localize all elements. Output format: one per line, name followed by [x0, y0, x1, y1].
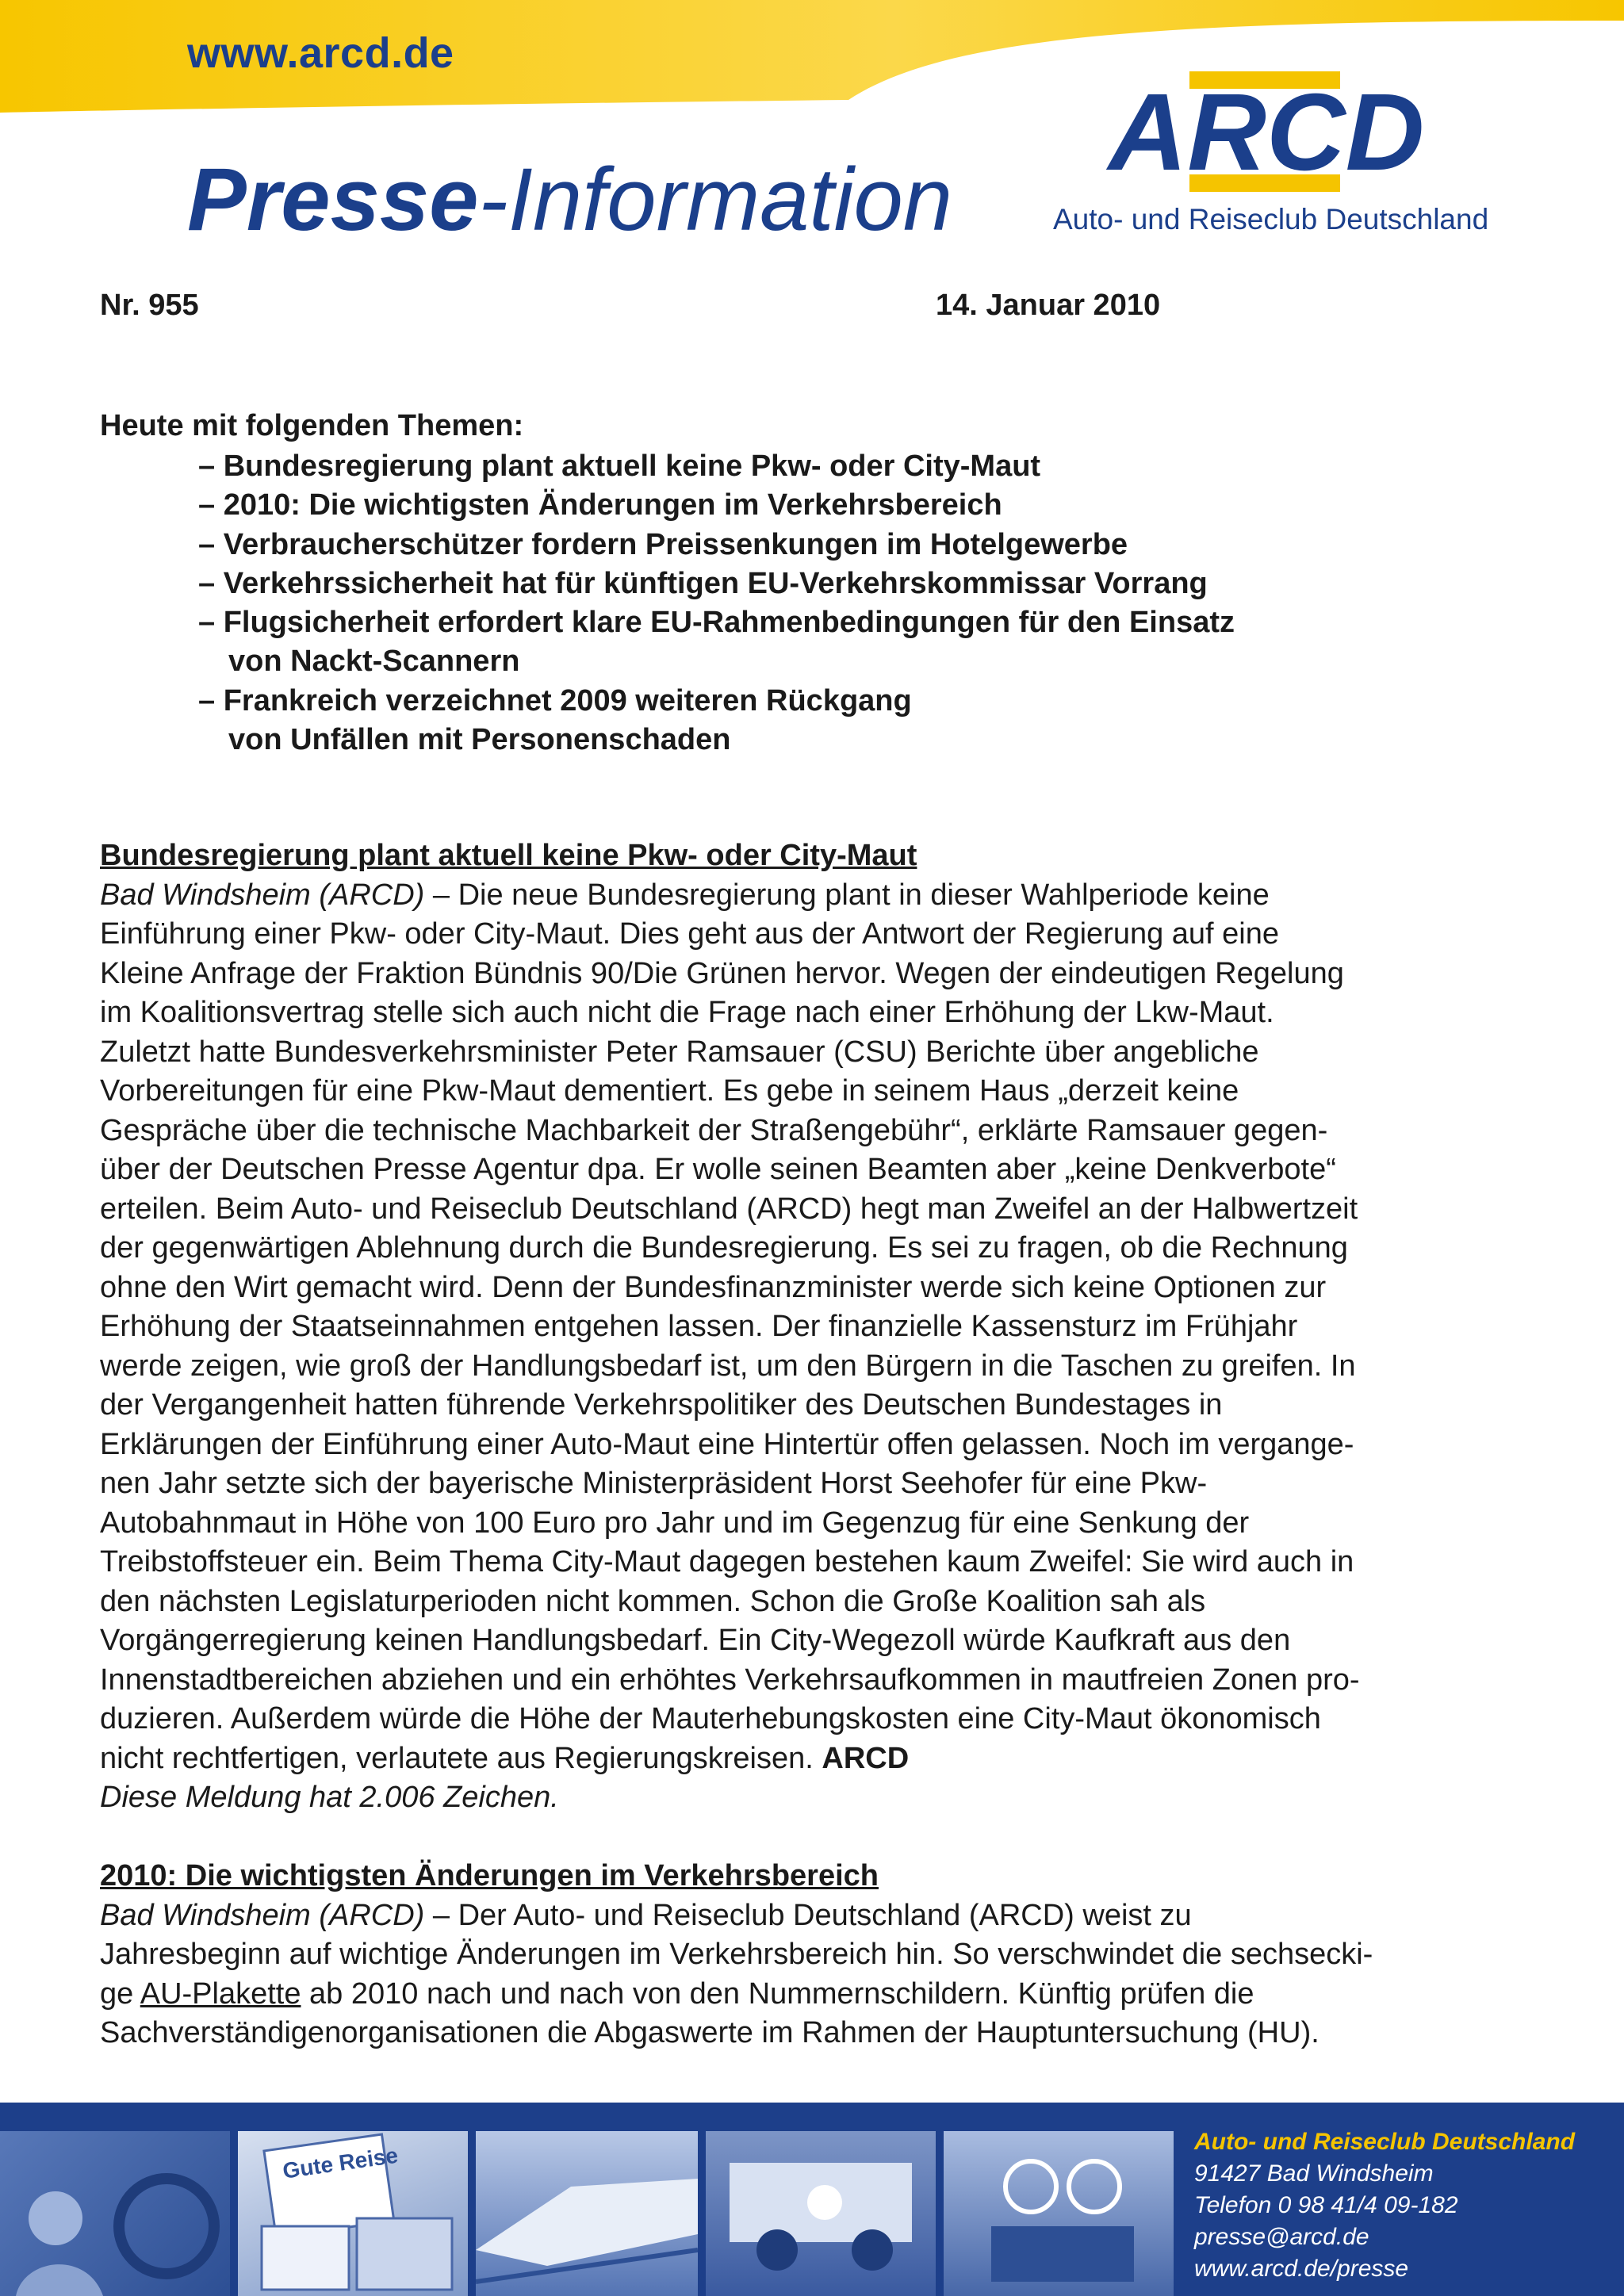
theme-item-continuation: von Unfällen mit Personenschaden [228, 723, 731, 757]
article2-line: Jahresbeginn auf wichtige Änderungen im Verkehrsbereich hin. So verschwindet die sechsecki- [100, 1938, 1373, 1971]
magazine-title: Gute Reise [281, 2142, 400, 2183]
photo-ambulance [706, 2131, 936, 2296]
logo-text: ARCD [1108, 71, 1425, 193]
article1-line: Zuletzt hatte Bundesverkehrsminister Peter Ramsauer (CSU) Berichte über angebliche [100, 1035, 1259, 1069]
article2-first-line [100, 1896, 1527, 1936]
article2-line3-post: ab 2010 nach und nach von den Nummernschildern. Künftig prüfen die [301, 1976, 1254, 2011]
article1-line: Kleine Anfrage der Fraktion Bündnis 90/Die Grünen hervor. Wegen der eindeutigen Regelung [100, 956, 1344, 990]
article1-line: im Koalitionsvertrag stelle sich auch nicht die Frage nach einer Erhöhung der Lkw-Maut. [100, 996, 1274, 1029]
article1-first-line-text: – Die neue Bundesregierung plant in dieser Wahlperiode keine [424, 878, 1270, 912]
logo-subtitle: Auto- und Reiseclub Deutschland [1053, 203, 1489, 235]
theme-item: – Verbraucherschützer fordern Preissenkungen im Hotelgewerbe [198, 527, 1128, 561]
article1-line: Vorbereitungen für eine Pkw-Maut dementiert. Es gebe in seinem Haus „derzeit keine [100, 1074, 1239, 1108]
photo-driver [0, 2131, 230, 2296]
footer-email[interactable]: presse@arcd.de [1194, 2224, 1369, 2250]
release-number: Nr. 955 [100, 289, 199, 322]
article1-heading: Bundesregierung plant aktuell keine Pkw- oder City-Maut [100, 839, 917, 872]
article2-line: Sachverständigenorganisationen die Abgaswerte im Rahmen der Hauptuntersuchung (HU). [100, 2016, 1320, 2049]
photo-bike-rack [944, 2131, 1174, 2296]
article1-line: erteilen. Beim Auto- und Reiseclub Deutschland (ARCD) hegt man Zweifel an der Halbwertzeit [100, 1192, 1358, 1226]
theme-item: – Flugsicherheit erfordert klare EU-Rahmenbedingungen für den Einsatz [198, 606, 1235, 640]
article1-line: Innenstadtbereichen abziehen und ein erhöhtes Verkehrsaufkommen in mautfreien Zonen pro- [100, 1663, 1360, 1697]
header-url[interactable]: www.arcd.de [187, 29, 454, 77]
article1-line: Einführung einer Pkw- oder City-Maut. Dies geht aus der Antwort der Regierung auf eine [100, 917, 1280, 951]
article1-line: über der Deutschen Presse Agentur dpa. Er wolle seinen Beamten aber „keine Denkverbote“ [100, 1153, 1336, 1186]
page-title [187, 150, 953, 249]
article1-signature: ARCD [822, 1741, 910, 1775]
article1-last-line-text: nicht rechtfertigen, verlautete aus Regierungskreisen. [100, 1741, 822, 1775]
paragraph-spacer [100, 1818, 1527, 1858]
title-bold-part: Presse [187, 150, 479, 249]
article1-line: der gegenwärtigen Ablehnung durch die Bundesregierung. Es sei zu fragen, ob die Rechnung [100, 1231, 1348, 1265]
au-plakette-link[interactable]: AU-Plakette [140, 1976, 301, 2011]
article1-line: Erhöhung der Staatseinnahmen entgehen lassen. Der finanzielle Kassensturz im Frühjahr [100, 1310, 1298, 1343]
article1-line: werde zeigen, wie groß der Handlungsbedarf ist, um den Bürgern in die Taschen zu greifen. In [100, 1349, 1356, 1383]
article1-line: duzieren. Außerdem würde die Höhe der Mauterhebungskosten eine City-Maut ökonomisch [100, 1702, 1321, 1735]
theme-item: – Verkehrssicherheit hat für künftigen EU-Verkehrskommissar Vorrang [198, 566, 1208, 600]
themes-heading: Heute mit folgenden Themen: [100, 409, 524, 442]
article2-dateline: Bad Windsheim (ARCD) [100, 1898, 425, 1932]
photo-magazines [238, 2131, 468, 2296]
footer-address: 91427 Bad Windsheim [1194, 2160, 1434, 2187]
article1-line: Treibstoffsteuer ein. Beim Thema City-Maut dagegen bestehen kaum Zweifel: Sie wird auch in [100, 1545, 1354, 1578]
footer-web[interactable]: www.arcd.de/presse [1194, 2256, 1409, 2282]
theme-item: – 2010: Die wichtigsten Änderungen im Verkehrsbereich [198, 488, 1002, 522]
article2-heading: 2010: Die wichtigsten Änderungen im Verkehrsbereich [100, 1859, 879, 1892]
footer-club-name: Auto- und Reiseclub Deutschland [1194, 2129, 1576, 2155]
article1-line: Vorgängerregierung keinen Handlungsbedarf. Ein City-Wegezoll würde Kaufkraft aus den [100, 1624, 1291, 1657]
article1-line: Gespräche über die technische Machbarkeit der Straßengebühr“, erklärte Ramsauer gegen- [100, 1113, 1328, 1147]
article1-dateline: Bad Windsheim (ARCD) [100, 878, 425, 912]
article1-line: ohne den Wirt gemacht wird. Denn der Bundesfinanzminister werde sich keine Optionen zur [100, 1270, 1327, 1304]
article1-line: Erklärungen der Einführung einer Auto-Maut eine Hintertür offen gelassen. Noch im vergange- [100, 1427, 1354, 1461]
article1-line: nen Jahr setzte sich der bayerische Ministerpräsident Horst Seehofer für eine Pkw- [100, 1467, 1208, 1500]
footer-phone: Telefon 0 98 41/4 09-182 [1194, 2192, 1458, 2218]
article1-line: den nächsten Legislaturperioden nicht kommen. Schon die Große Koalition sah als [100, 1584, 1206, 1618]
arcd-logo [1090, 68, 1443, 195]
article1-char-count: Diese Meldung hat 2.006 Zeichen. [100, 1781, 559, 1814]
theme-item: – Frankreich verzeichnet 2009 weiteren Rückgang [198, 683, 912, 718]
photo-train [476, 2131, 698, 2296]
themes-list [198, 447, 1235, 760]
article1-first-line [100, 876, 1527, 916]
footer-contact [1194, 2126, 1575, 2285]
article-body [100, 836, 1527, 2053]
article2-line3-pre: ge [100, 1976, 140, 2011]
article1-line: der Vergangenheit hatten führende Verkehrspolitiker des Deutschen Bundestages in [100, 1388, 1223, 1422]
title-light-part: -Information [478, 150, 953, 249]
theme-item: – Bundesregierung plant aktuell keine Pkw- oder City-Maut [198, 450, 1041, 483]
release-date: 14. Januar 2010 [936, 289, 1161, 322]
article1-line: Autobahnmaut in Höhe von 100 Euro pro Jahr und im Gegenzug für eine Senkung der [100, 1506, 1250, 1540]
footer-photo-strip [0, 2103, 1182, 2296]
theme-item-continuation: von Nackt-Scannern [228, 645, 520, 679]
article2-first-line-text: – Der Auto- und Reiseclub Deutschland (ARCD) weist zu [424, 1898, 1192, 1932]
article2-line [100, 1975, 1527, 2015]
article1-last-line [100, 1739, 1527, 1779]
